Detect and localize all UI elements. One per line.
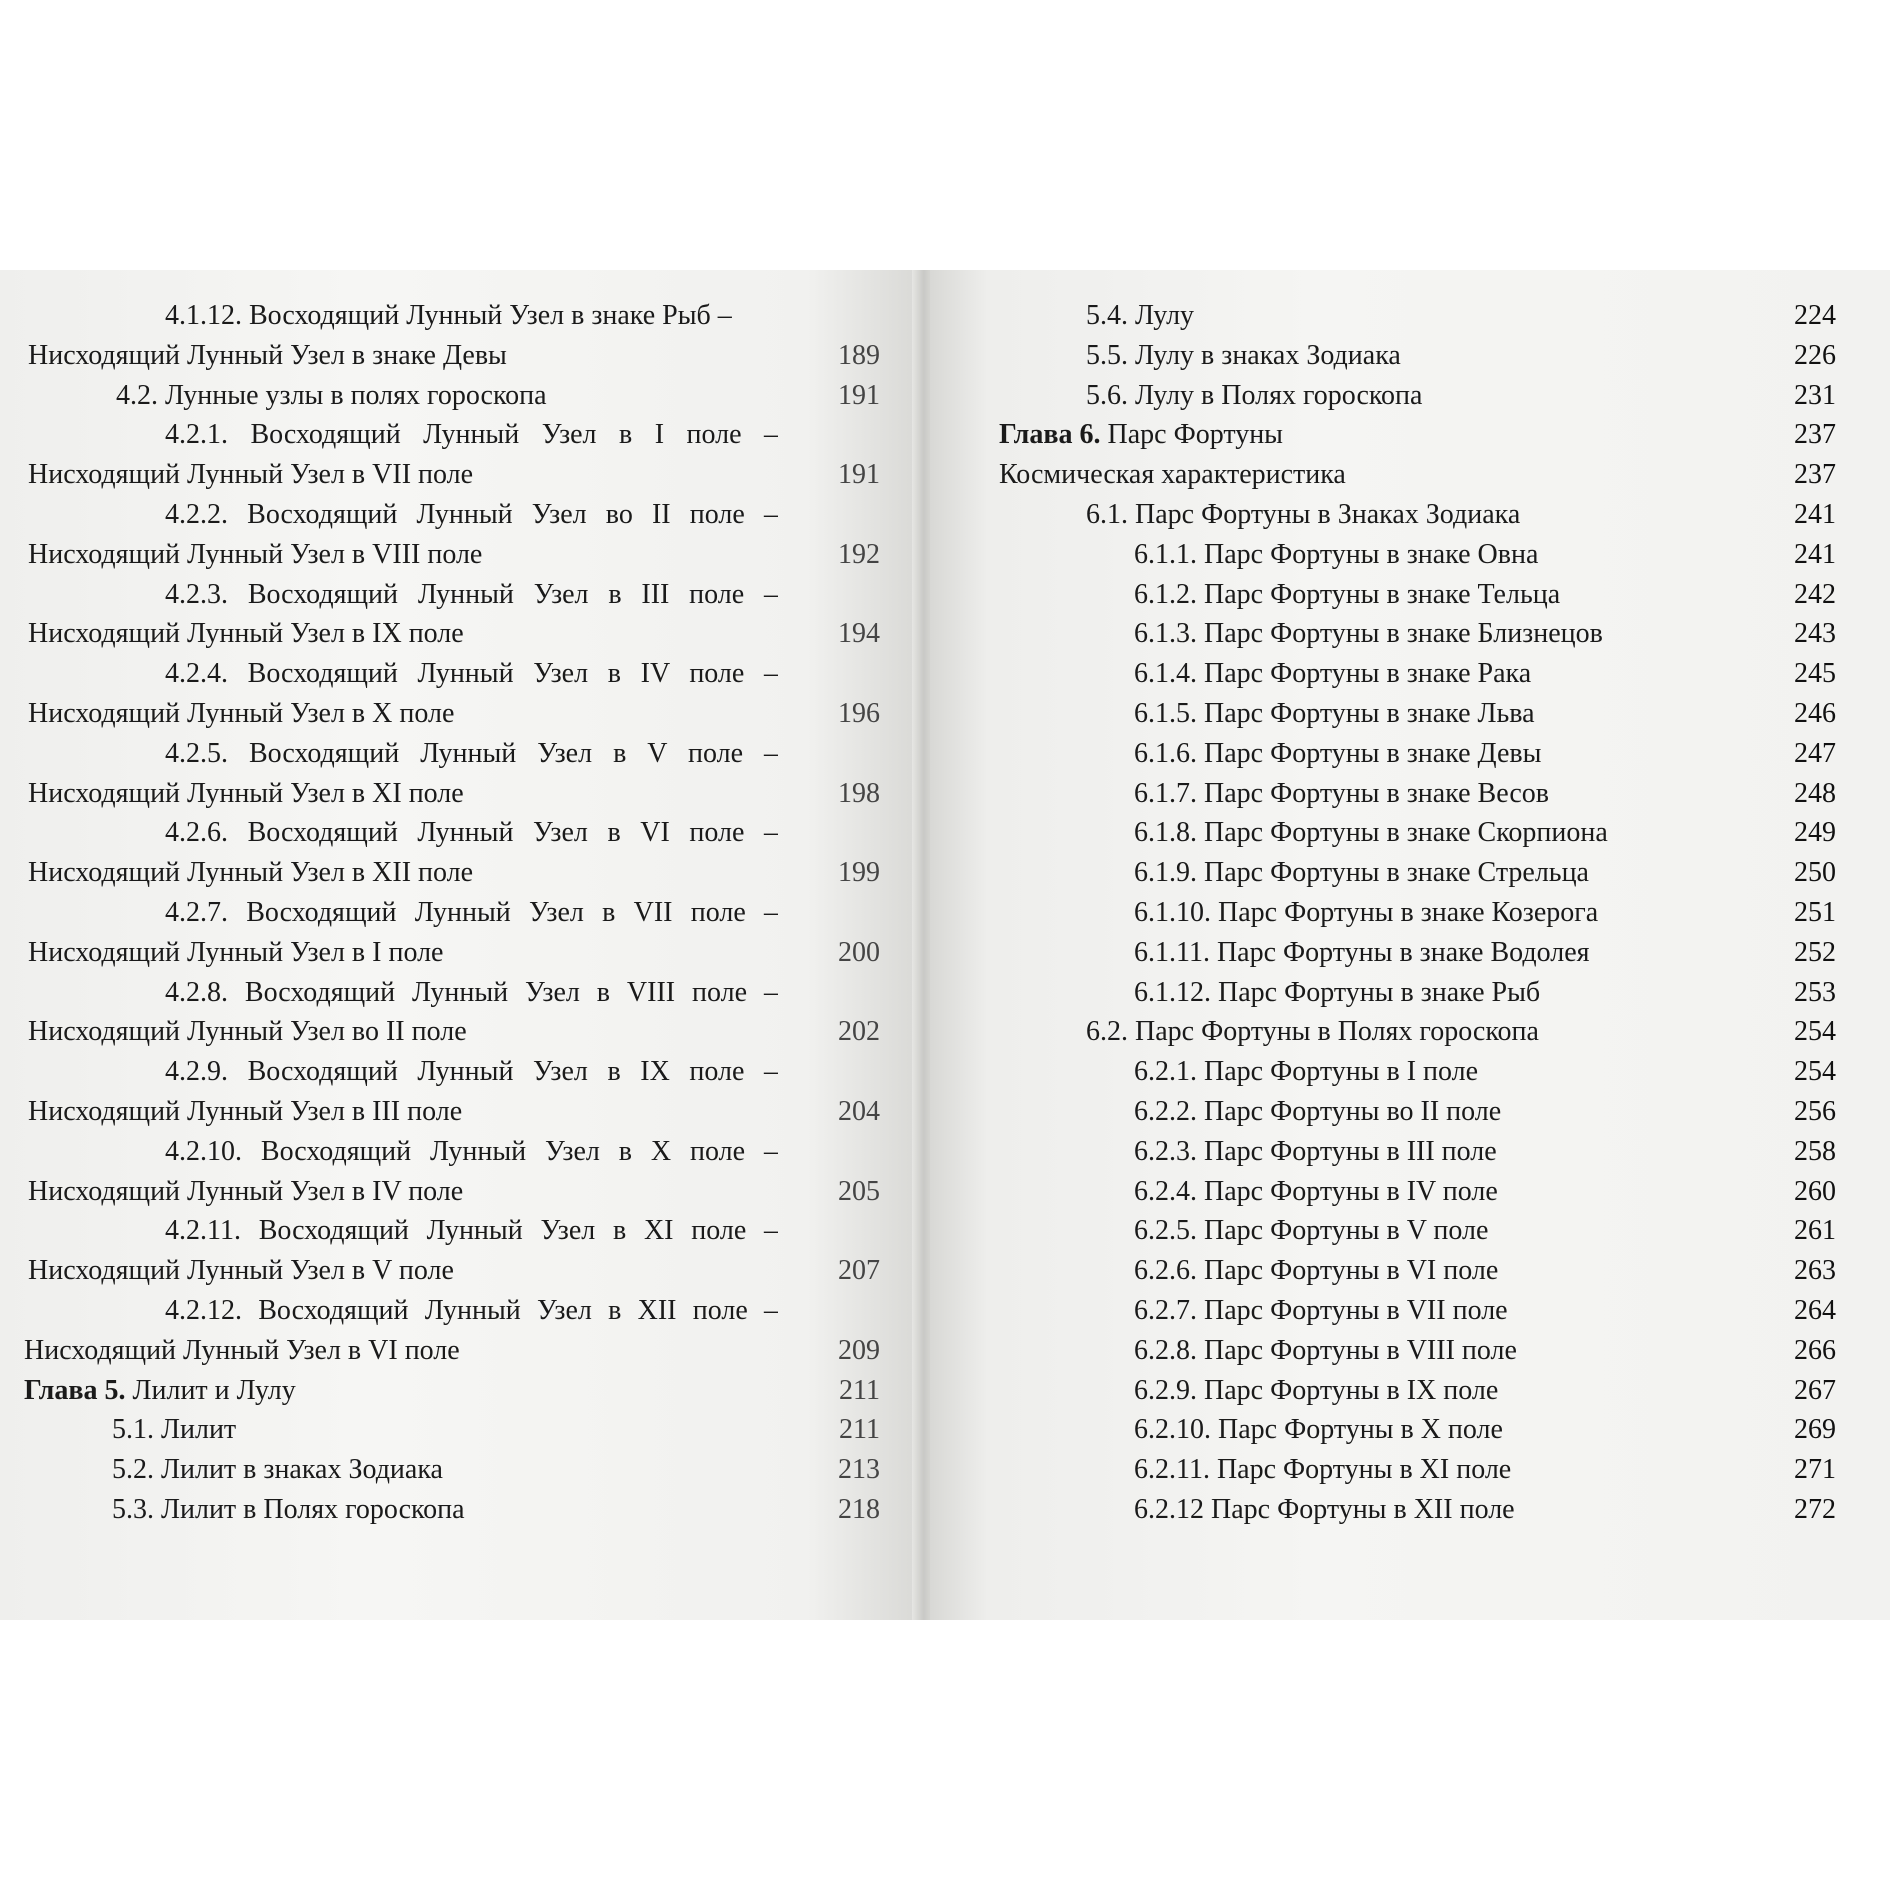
entry-title: 6.2.4. Парс Фортуны в IV поле (1134, 1175, 1498, 1207)
entry-title: 6.1.7. Парс Фортуны в знаке Весов (1134, 777, 1549, 809)
page-number: 242 (1794, 578, 1836, 610)
toc-entry-6-2-1 (930, 1054, 1890, 1090)
entry-title: Нисходящий Лунный Узел в VIII поле (28, 538, 483, 570)
toc-entry-6-2-11 (930, 1452, 1890, 1488)
toc-entry-4-2-2-b (0, 537, 918, 573)
toc-entry-4-2-10-b (0, 1174, 918, 1210)
toc-entry-6-2-8 (930, 1333, 1890, 1369)
entry-title: 6.2.12 Парс Фортуны в XII поле (1134, 1494, 1515, 1525)
entry-title: 6.1.6. Парс Фортуны в знаке Девы (1134, 737, 1542, 769)
page-number: 254 (1794, 1016, 1836, 1048)
toc-entry-6-1-11 (930, 935, 1890, 971)
entry-title: 6.1.1. Парс Фортуны в знаке Овна (1134, 538, 1539, 570)
toc-entry-4-2-5-a (0, 736, 918, 772)
page-number: 226 (1794, 339, 1836, 371)
entry-title: Нисходящий Лунный Узел в XII поле (28, 857, 474, 889)
entry-title: 6.2.6. Парс Фортуны в VI поле (1134, 1255, 1499, 1287)
entry-title: 6.2.1. Парс Фортуны в I поле (1134, 1056, 1479, 1088)
page-number: 241 (1794, 538, 1836, 570)
chapter-heading (24, 1373, 296, 1409)
entry-title: Нисходящий Лунный Узел в XI поле (28, 777, 464, 809)
toc-entry-5-4 (930, 298, 1890, 334)
toc-entry-4-1-12-b (0, 338, 918, 374)
entry-title: 5.3. Лилит в Полях гороскопа (112, 1494, 465, 1525)
entry-title: 6.2.10. Парс Фортуны в X поле (1134, 1414, 1503, 1446)
toc-entry-6-2-2 (930, 1094, 1890, 1130)
toc-entry-6-2-12 (930, 1492, 1890, 1528)
toc-entry-4-2-7-a (0, 895, 918, 931)
toc-entry-4-2-10-a (0, 1134, 918, 1170)
entry-title: 4.1.12. Восходящий Лунный Узел в знаке Рыб – (165, 300, 732, 331)
toc-entry-4-2-1-b (0, 457, 918, 493)
toc-entry-cosmic (930, 457, 1890, 493)
page-number: 199 (838, 857, 880, 889)
toc-entry-4-2-5-b (0, 776, 918, 812)
toc-entry-ch6 (930, 417, 1890, 453)
page-number: 254 (1794, 1056, 1836, 1088)
entry-title: Нисходящий Лунный Узел в знаке Девы (28, 339, 507, 371)
entry-title: 5.6. Лулу в Полях гороскопа (1086, 379, 1423, 411)
entry-title: Нисходящий Лунный Узел в V поле (28, 1255, 454, 1287)
page-number: 269 (1794, 1414, 1836, 1446)
page-number: 241 (1794, 499, 1836, 530)
toc-entry-5-6 (930, 378, 1890, 414)
chapter-title: Лилит и Лулу (125, 1374, 296, 1406)
page-number: 267 (1794, 1374, 1836, 1406)
page-number: 194 (838, 618, 880, 650)
page-number: 264 (1794, 1295, 1836, 1326)
toc-entry-6-2-5 (930, 1213, 1890, 1249)
page-number: 231 (1794, 379, 1836, 411)
page-number: 260 (1794, 1175, 1836, 1207)
entry-title: 4.2.3. Восходящий Лунный Узел в III поле – (165, 578, 778, 610)
toc-entry-6-2-6 (930, 1253, 1890, 1289)
toc-entry-4-2-12-b (0, 1333, 918, 1369)
entry-title: 4.2.6. Восходящий Лунный Узел в VI поле – (165, 817, 778, 849)
toc-entry-4-2-1-a (0, 417, 918, 453)
toc-entry-5-5 (930, 338, 1890, 374)
toc-entry-6-1-4 (930, 656, 1890, 692)
entry-title: Нисходящий Лунный Узел в IV поле (28, 1175, 464, 1207)
toc-entry-4-2-6-b (0, 855, 918, 891)
toc-entry-4-2-11-b (0, 1253, 918, 1289)
page-number: 266 (1794, 1334, 1836, 1366)
toc-entry-6-2 (930, 1014, 1890, 1050)
toc-entry-6-1-3 (930, 616, 1890, 652)
page-number: 192 (838, 538, 880, 570)
toc-entry-6-1-12 (930, 975, 1890, 1011)
entry-title: 6.1.5. Парс Фортуны в знаке Льва (1134, 698, 1535, 729)
page-number: 209 (838, 1334, 880, 1366)
entry-title: 6.2.9. Парс Фортуны в IX поле (1134, 1374, 1499, 1406)
right-page (930, 270, 1890, 1620)
page-number: 251 (1794, 897, 1836, 928)
entry-title: 6.1. Парс Фортуны в Знаках Зодиака (1086, 499, 1521, 530)
entry-title: 4.2.9. Восходящий Лунный Узел в IX поле – (165, 1056, 778, 1088)
page-number: 200 (838, 936, 880, 968)
page-number: 249 (1794, 817, 1836, 849)
toc-entry-6-1-9 (930, 855, 1890, 891)
entry-title: 6.2.11. Парс Фортуны в XI поле (1134, 1454, 1512, 1486)
entry-title: Нисходящий Лунный Узел в IX поле (28, 618, 464, 650)
page-number: 256 (1794, 1096, 1836, 1127)
toc-entry-6-1-10 (930, 895, 1890, 931)
toc-entry-6-2-7 (930, 1293, 1890, 1329)
left-page (0, 270, 918, 1620)
toc-entry-4-1-12-a (0, 298, 918, 334)
toc-entry-4-2-6-a (0, 815, 918, 851)
book-spread (0, 270, 1890, 1620)
toc-entry-4-2-8-a (0, 975, 918, 1011)
entry-title: Нисходящий Лунный Узел во II поле (28, 1016, 467, 1048)
entry-title: 5.4. Лулу (1086, 300, 1195, 331)
entry-title: 6.1.8. Парс Фортуны в знаке Скорпиона (1134, 817, 1608, 849)
toc-entry-4-2-12-a (0, 1293, 918, 1329)
page-number: 253 (1794, 976, 1836, 1008)
entry-title: 6.2.2. Парс Фортуны во II поле (1134, 1096, 1502, 1127)
chapter-label: Глава 6. (999, 419, 1101, 451)
entry-title: 6.1.4. Парс Фортуны в знаке Рака (1134, 658, 1532, 690)
entry-title: 6.1.9. Парс Фортуны в знаке Стрельца (1134, 857, 1589, 889)
page-number: 237 (1794, 419, 1836, 451)
page-number: 258 (1794, 1135, 1836, 1167)
page-number: 196 (838, 698, 880, 729)
entry-title: Космическая характеристика (999, 459, 1346, 491)
entry-title: 5.5. Лулу в знаках Зодиака (1086, 339, 1401, 371)
entry-title: Нисходящий Лунный Узел в I поле (28, 936, 444, 968)
toc-entry-5-3 (0, 1492, 918, 1528)
page-number: 191 (838, 379, 880, 411)
page-number: 211 (839, 1374, 880, 1406)
toc-entry-4-2-3-a (0, 577, 918, 613)
entry-title: 5.2. Лилит в знаках Зодиака (112, 1454, 443, 1486)
page-number: 252 (1794, 936, 1836, 968)
entry-title: 6.1.3. Парс Фортуны в знаке Близнецов (1134, 618, 1603, 650)
entry-title: 4.2.10. Восходящий Лунный Узел в X поле – (165, 1135, 778, 1167)
entry-title: 4.2.2. Восходящий Лунный Узел во II поле – (165, 499, 778, 530)
entry-title: 6.2. Парс Фортуны в Полях гороскопа (1086, 1016, 1539, 1048)
toc-entry-6-1-5 (930, 696, 1890, 732)
entry-title: 4.2.7. Восходящий Лунный Узел в VII поле – (165, 897, 778, 928)
toc-entry-6-1 (930, 497, 1890, 533)
entry-title: 4.2.5. Восходящий Лунный Узел в V поле – (165, 737, 778, 769)
page-number: 261 (1794, 1215, 1836, 1247)
page-number: 248 (1794, 777, 1836, 809)
entry-title: 6.1.11. Парс Фортуны в знаке Водолея (1134, 936, 1590, 968)
toc-entry-6-1-2 (930, 577, 1890, 613)
entry-title: 6.1.10. Парс Фортуны в знаке Козерога (1134, 897, 1599, 928)
toc-entry-4-2-4-b (0, 696, 918, 732)
page-number: 250 (1794, 857, 1836, 889)
page-number: 272 (1794, 1494, 1836, 1525)
toc-entry-6-1-1 (930, 537, 1890, 573)
chapter-label: Глава 5. (24, 1374, 126, 1406)
toc-entry-4-2-11-a (0, 1213, 918, 1249)
toc-entry-6-1-8 (930, 815, 1890, 851)
page-number: 218 (838, 1494, 880, 1525)
page-number: 204 (838, 1096, 880, 1127)
toc-entry-4-2-9-b (0, 1094, 918, 1130)
chapter-title: Парс Фортуны (1100, 419, 1283, 451)
toc-entry-6-2-10 (930, 1412, 1890, 1448)
entry-title: 4.2.4. Восходящий Лунный Узел в IV поле – (165, 658, 778, 690)
entry-title: 6.2.5. Парс Фортуны в V поле (1134, 1215, 1489, 1247)
page-number: 245 (1794, 658, 1836, 690)
page-number: 224 (1794, 300, 1836, 331)
chapter-heading (999, 417, 1283, 453)
page-number: 191 (838, 459, 880, 491)
toc-entry-6-1-6 (930, 736, 1890, 772)
page-number: 198 (838, 777, 880, 809)
toc-entry-5-1 (0, 1412, 918, 1448)
entry-title: 4.2.1. Восходящий Лунный Узел в I поле – (165, 419, 778, 451)
toc-entry-5-2 (0, 1452, 918, 1488)
entry-title: 4.2. Лунные узлы в полях гороскопа (116, 379, 547, 411)
page-number: 213 (838, 1454, 880, 1486)
entry-title: 6.2.3. Парс Фортуны в III поле (1134, 1135, 1497, 1167)
entry-title: Нисходящий Лунный Узел в VII поле (28, 459, 474, 491)
page-number: 207 (838, 1255, 880, 1287)
toc-entry-4-2 (0, 378, 918, 414)
toc-entry-4-2-9-a (0, 1054, 918, 1090)
entry-title: Нисходящий Лунный Узел в VI поле (24, 1334, 460, 1366)
toc-entry-4-2-7-b (0, 935, 918, 971)
toc-entry-6-2-3 (930, 1134, 1890, 1170)
entry-title: 4.2.8. Восходящий Лунный Узел в VIII поле – (165, 976, 778, 1008)
toc-entry-6-1-7 (930, 776, 1890, 812)
toc-entry-6-2-4 (930, 1174, 1890, 1210)
entry-title: 6.2.7. Парс Фортуны в VII поле (1134, 1295, 1508, 1326)
entry-title: 4.2.11. Восходящий Лунный Узел в XI поле – (165, 1215, 778, 1247)
entry-title: 5.1. Лилит (112, 1414, 237, 1446)
entry-title: 4.2.12. Восходящий Лунный Узел в XII поле – (165, 1295, 778, 1326)
page-number: 247 (1794, 737, 1836, 769)
entry-title: Нисходящий Лунный Узел в III поле (28, 1096, 463, 1127)
toc-entry-4-2-2-a (0, 497, 918, 533)
toc-entry-6-2-9 (930, 1373, 1890, 1409)
toc-entry-4-2-3-b (0, 616, 918, 652)
page-number: 263 (1794, 1255, 1836, 1287)
toc-entry-ch5 (0, 1373, 918, 1409)
page-number: 189 (838, 339, 880, 371)
toc-entry-4-2-8-b (0, 1014, 918, 1050)
toc-entry-4-2-4-a (0, 656, 918, 692)
page-number: 271 (1794, 1454, 1836, 1486)
entry-title: 6.1.12. Парс Фортуны в знаке Рыб (1134, 976, 1541, 1008)
page-number: 211 (839, 1414, 880, 1446)
entry-title: 6.2.8. Парс Фортуны в VIII поле (1134, 1334, 1517, 1366)
entry-title: 6.1.2. Парс Фортуны в знаке Тельца (1134, 578, 1561, 610)
page-number: 246 (1794, 698, 1836, 729)
entry-title: Нисходящий Лунный Узел в X поле (28, 698, 455, 729)
page-number: 205 (838, 1175, 880, 1207)
page-number: 237 (1794, 459, 1836, 491)
page-number: 202 (838, 1016, 880, 1048)
page-number: 243 (1794, 618, 1836, 650)
